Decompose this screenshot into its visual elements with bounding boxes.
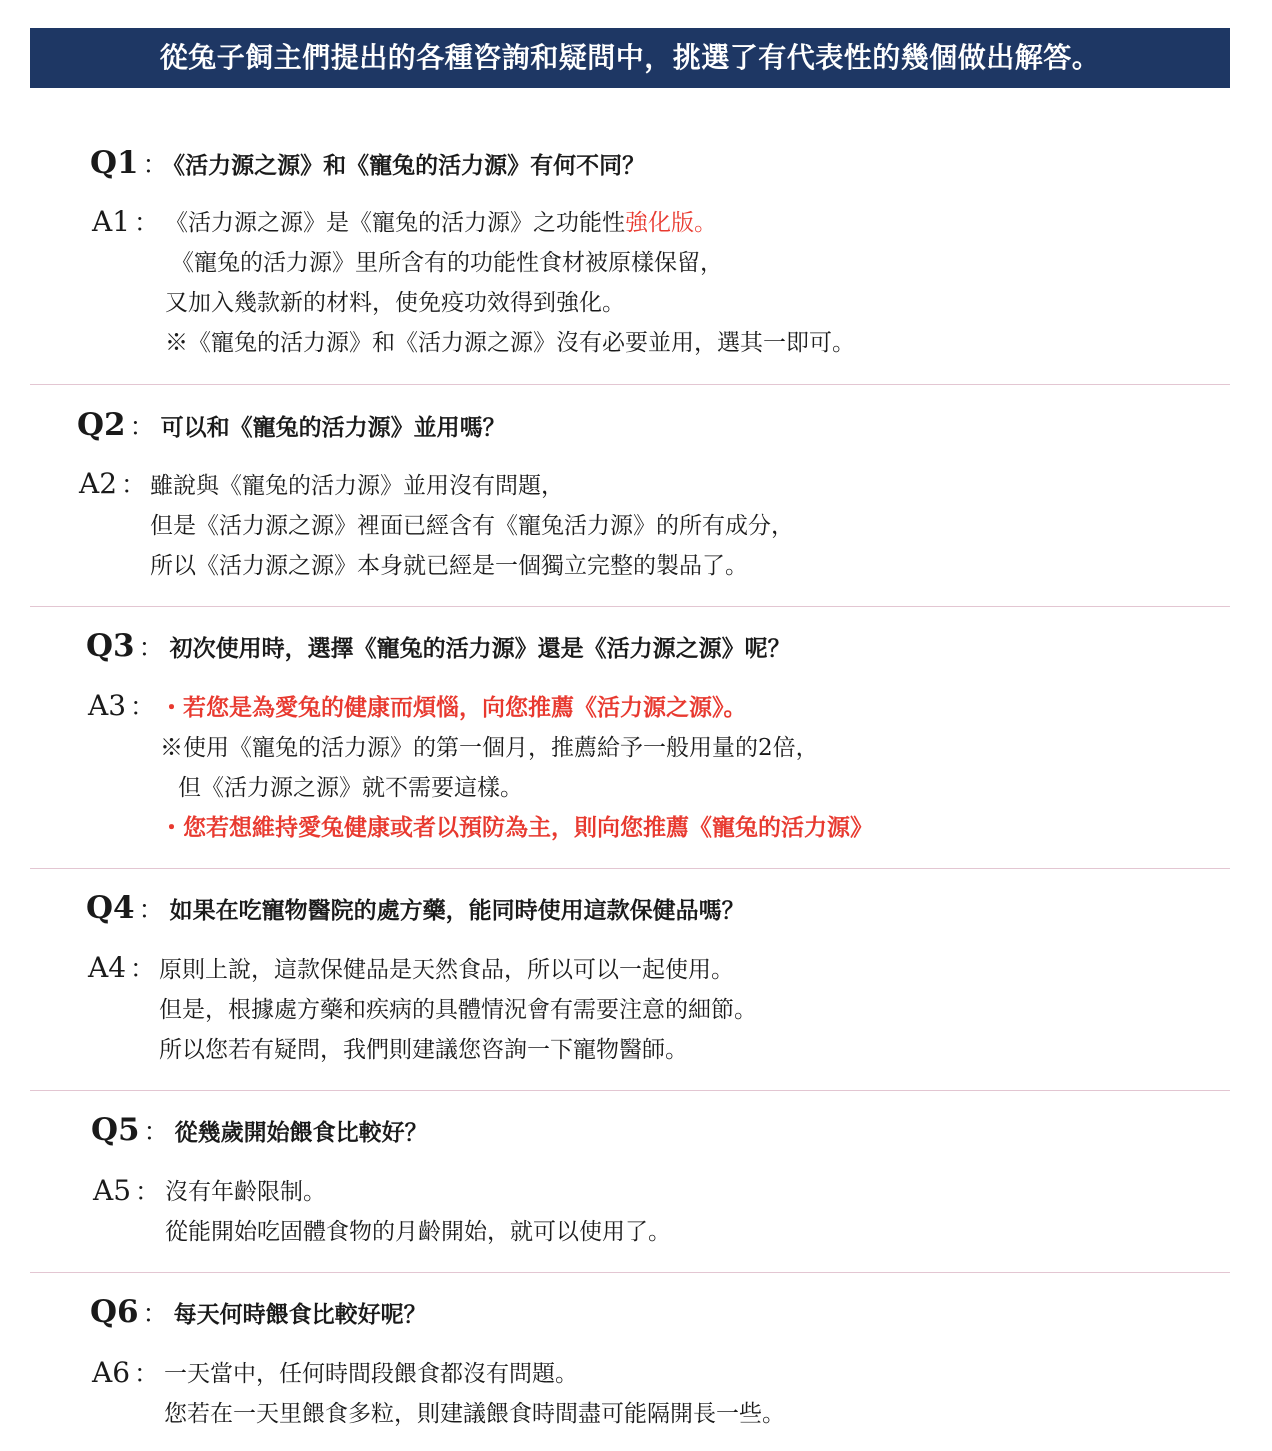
- answer-line: 所以您若有疑問，我們則建議您咨詢一下寵物醫師。: [159, 1037, 688, 1063]
- question-text: 如果在吃寵物醫院的處方藥，能同時使用這款保健品嗎？: [169, 897, 745, 924]
- recommendation-line: ・若您是為愛兔的健康而煩惱，向您推薦《活力源之源》。: [160, 694, 747, 721]
- answer-line: 雖說與《寵兔的活力源》並用沒有問題，: [150, 473, 564, 499]
- answer-id: A4: [88, 951, 127, 984]
- question-id: Q3: [86, 628, 135, 664]
- answer-3-label: A3 ：: [88, 689, 156, 722]
- answer-4-label: A4 ：: [88, 951, 156, 984]
- answer-id: A1: [92, 205, 131, 238]
- answer-line: 《活力源之源》是《寵兔的活力源》之功能性強化版。: [165, 210, 717, 236]
- answer-line: ※《寵兔的活力源》和《活力源之源》沒有必要並用，選其一即可。: [165, 330, 855, 356]
- answer-6: [164, 1354, 785, 1434]
- answer-line: 原則上說，這款保健品是天然食品，所以可以一起使用。: [159, 957, 734, 983]
- answer-2-label: A2 ：: [79, 467, 147, 500]
- answer-4: [159, 950, 757, 1070]
- answer-id: A2: [79, 467, 118, 500]
- question-id: Q5: [91, 1112, 140, 1148]
- answer-id: A5: [93, 1174, 132, 1207]
- answer-line: ※使用《寵兔的活力源》的第一個月，推薦給予一般用量的2倍，: [160, 735, 819, 761]
- question-text: 可以和《寵兔的活力源》並用嗎？: [160, 414, 506, 441]
- answer-line: 但是，根據處方藥和疾病的具體情況會有需要注意的細節。: [159, 997, 757, 1023]
- answer-2: [150, 466, 794, 586]
- question-text: 初次使用時，選擇《寵兔的活力源》還是《活力源之源》呢？: [169, 635, 791, 662]
- answer-5-label: A5 ：: [93, 1174, 161, 1207]
- recommendation-line: ・您若想維持愛兔健康或者以預防為主，則向您推薦《寵兔的活力源》: [160, 814, 873, 841]
- question-text: 每天何時餵食比較好呢？: [173, 1301, 427, 1328]
- section-divider: [30, 384, 1230, 385]
- answer-id: A6: [92, 1356, 131, 1389]
- question-6: Q6 ： 每天何時餵食比較好呢？: [90, 1294, 427, 1330]
- question-1: Q1 ： 《活力源之源》和《寵兔的活力源》有何不同？: [90, 145, 646, 181]
- answer-line: 但是《活力源之源》裡面已經含有《寵兔活力源》的所有成分，: [150, 513, 794, 539]
- question-4: Q4 ： 如果在吃寵物醫院的處方藥，能同時使用這款保健品嗎？: [86, 890, 745, 926]
- question-3: Q3 ： 初次使用時，選擇《寵兔的活力源》還是《活力源之源》呢？: [86, 628, 791, 664]
- answer-1: [165, 203, 855, 363]
- question-text: 從幾歲開始餵食比較好？: [174, 1119, 428, 1146]
- answer-5: [165, 1172, 671, 1252]
- answer-line: 《寵兔的活力源》里所含有的功能性食材被原樣保留，: [171, 250, 723, 276]
- answer-line: 所以《活力源之源》本身就已經是一個獨立完整的製品了。: [150, 553, 748, 579]
- section-divider: [30, 606, 1230, 607]
- answer-6-label: A6 ：: [92, 1356, 160, 1389]
- answer-line: 您若在一天里餵食多粒，則建議餵食時間盡可能隔開長一些。: [164, 1401, 785, 1427]
- question-id: Q2: [77, 407, 126, 443]
- question-2: Q2 ： 可以和《寵兔的活力源》並用嗎？: [77, 407, 506, 443]
- section-divider: [30, 1272, 1230, 1273]
- answer-line: 沒有年齡限制。: [165, 1179, 326, 1205]
- answer-line: 又加入幾款新的材料，使免疫功效得到強化。: [165, 290, 625, 316]
- highlight-text: 強化版。: [625, 210, 717, 236]
- answer-1-label: A1 ：: [92, 205, 160, 238]
- faq-banner: 從兔子飼主們提出的各種咨詢和疑問中，挑選了有代表性的幾個做出解答。: [30, 28, 1230, 88]
- answer-line: 一天當中，任何時間段餵食都沒有問題。: [164, 1361, 578, 1387]
- section-divider: [30, 1090, 1230, 1091]
- answer-3: [160, 688, 873, 848]
- question-id: Q4: [86, 890, 135, 926]
- answer-id: A3: [88, 689, 127, 722]
- question-id: Q1: [90, 145, 139, 181]
- question-text: 《活力源之源》和《寵兔的活力源》有何不同？: [173, 152, 646, 179]
- section-divider: [30, 868, 1230, 869]
- question-id: Q6: [90, 1294, 139, 1330]
- answer-line: 但《活力源之源》就不需要這樣。: [178, 775, 523, 801]
- question-5: Q5 ： 從幾歲開始餵食比較好？: [91, 1112, 428, 1148]
- answer-line: 從能開始吃固體食物的月齡開始，就可以使用了。: [165, 1219, 671, 1245]
